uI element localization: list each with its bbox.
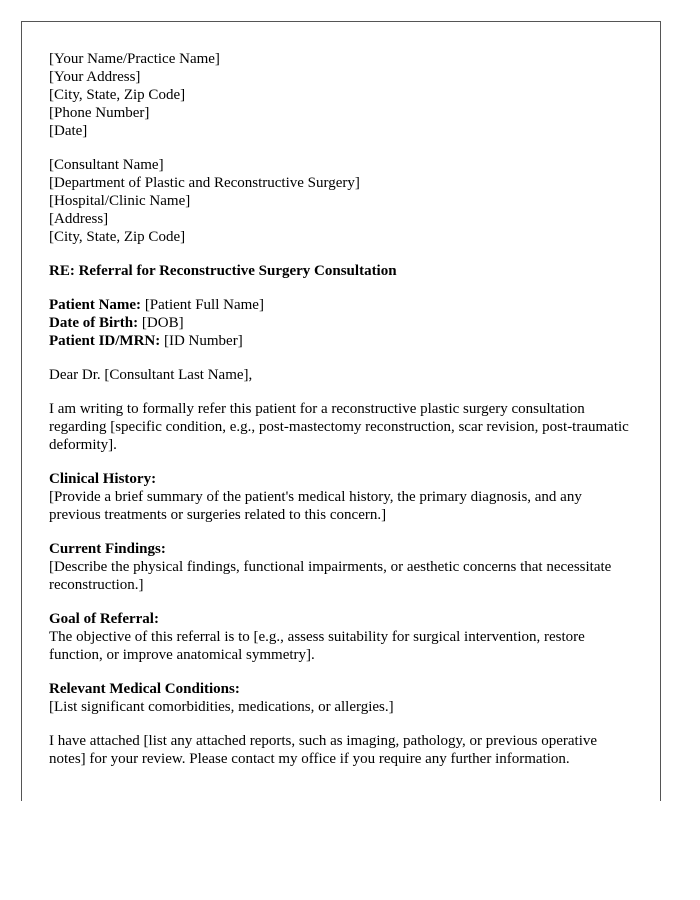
section-heading: Goal of Referral: — [49, 611, 159, 627]
patient-dob-row — [49, 314, 634, 332]
patient-id-label: Patient ID/MRN: — [49, 333, 161, 349]
recipient-city: [City, State, Zip Code] — [49, 229, 186, 245]
subject-line: RE: Referral for Reconstructive Surgery Consultation — [49, 263, 397, 279]
intro-paragraph: I am writing to formally refer this patient for a reconstructive plastic surgery consultation regarding [specific condition, e.g., post-mastectomy reconstruction, scar revision, post-traumatic deformity]. — [49, 401, 629, 453]
recipient-address: [Address] — [49, 211, 109, 227]
section-heading: Relevant Medical Conditions: — [49, 681, 240, 697]
recipient-block — [49, 156, 634, 246]
sender-address: [Your Address] — [49, 69, 141, 85]
letter-date: [Date] — [49, 123, 88, 139]
patient-name-row — [49, 296, 634, 314]
patient-id-value: [ID Number] — [160, 333, 243, 349]
sender-block — [49, 50, 634, 140]
patient-id-row — [49, 332, 634, 350]
recipient-hospital: [Hospital/Clinic Name] — [49, 193, 191, 209]
section-body: [List significant comorbidities, medications, or allergies.] — [49, 699, 394, 715]
salutation: Dear Dr. [Consultant Last Name], — [49, 367, 253, 383]
closing-paragraph: I have attached [list any attached reports, such as imaging, pathology, or previous operative notes] for your review. Please contact my office if you require any further information. — [49, 733, 598, 767]
section-heading: Clinical History: — [49, 471, 157, 487]
sender-city: [City, State, Zip Code] — [49, 87, 186, 103]
letter-page — [21, 21, 661, 801]
section-clinical-history — [49, 470, 634, 524]
patient-dob-value: [DOB] — [138, 315, 184, 331]
patient-dob-label: Date of Birth: — [49, 315, 139, 331]
patient-name-value: [Patient Full Name] — [141, 297, 264, 313]
sender-phone: [Phone Number] — [49, 105, 150, 121]
section-medical-conditions — [49, 680, 634, 716]
letter-content — [49, 50, 634, 784]
section-body: [Describe the physical findings, functional impairments, or aesthetic concerns that necessitate reconstruction.] — [49, 559, 612, 593]
section-goal-of-referral — [49, 610, 634, 664]
patient-info — [49, 296, 634, 350]
patient-name-label: Patient Name: — [49, 297, 142, 313]
section-heading: Current Findings: — [49, 541, 166, 557]
recipient-department: [Department of Plastic and Reconstructive Surgery] — [49, 175, 360, 191]
section-current-findings — [49, 540, 634, 594]
section-body: [Provide a brief summary of the patient's medical history, the primary diagnosis, and any previous treatments or surgeries related to this concern.] — [49, 489, 582, 523]
recipient-name: [Consultant Name] — [49, 157, 164, 173]
section-body: The objective of this referral is to [e.g., assess suitability for surgical intervention, restore function, or improve anatomical symmetry]. — [49, 629, 585, 663]
sender-name: [Your Name/Practice Name] — [49, 51, 220, 67]
